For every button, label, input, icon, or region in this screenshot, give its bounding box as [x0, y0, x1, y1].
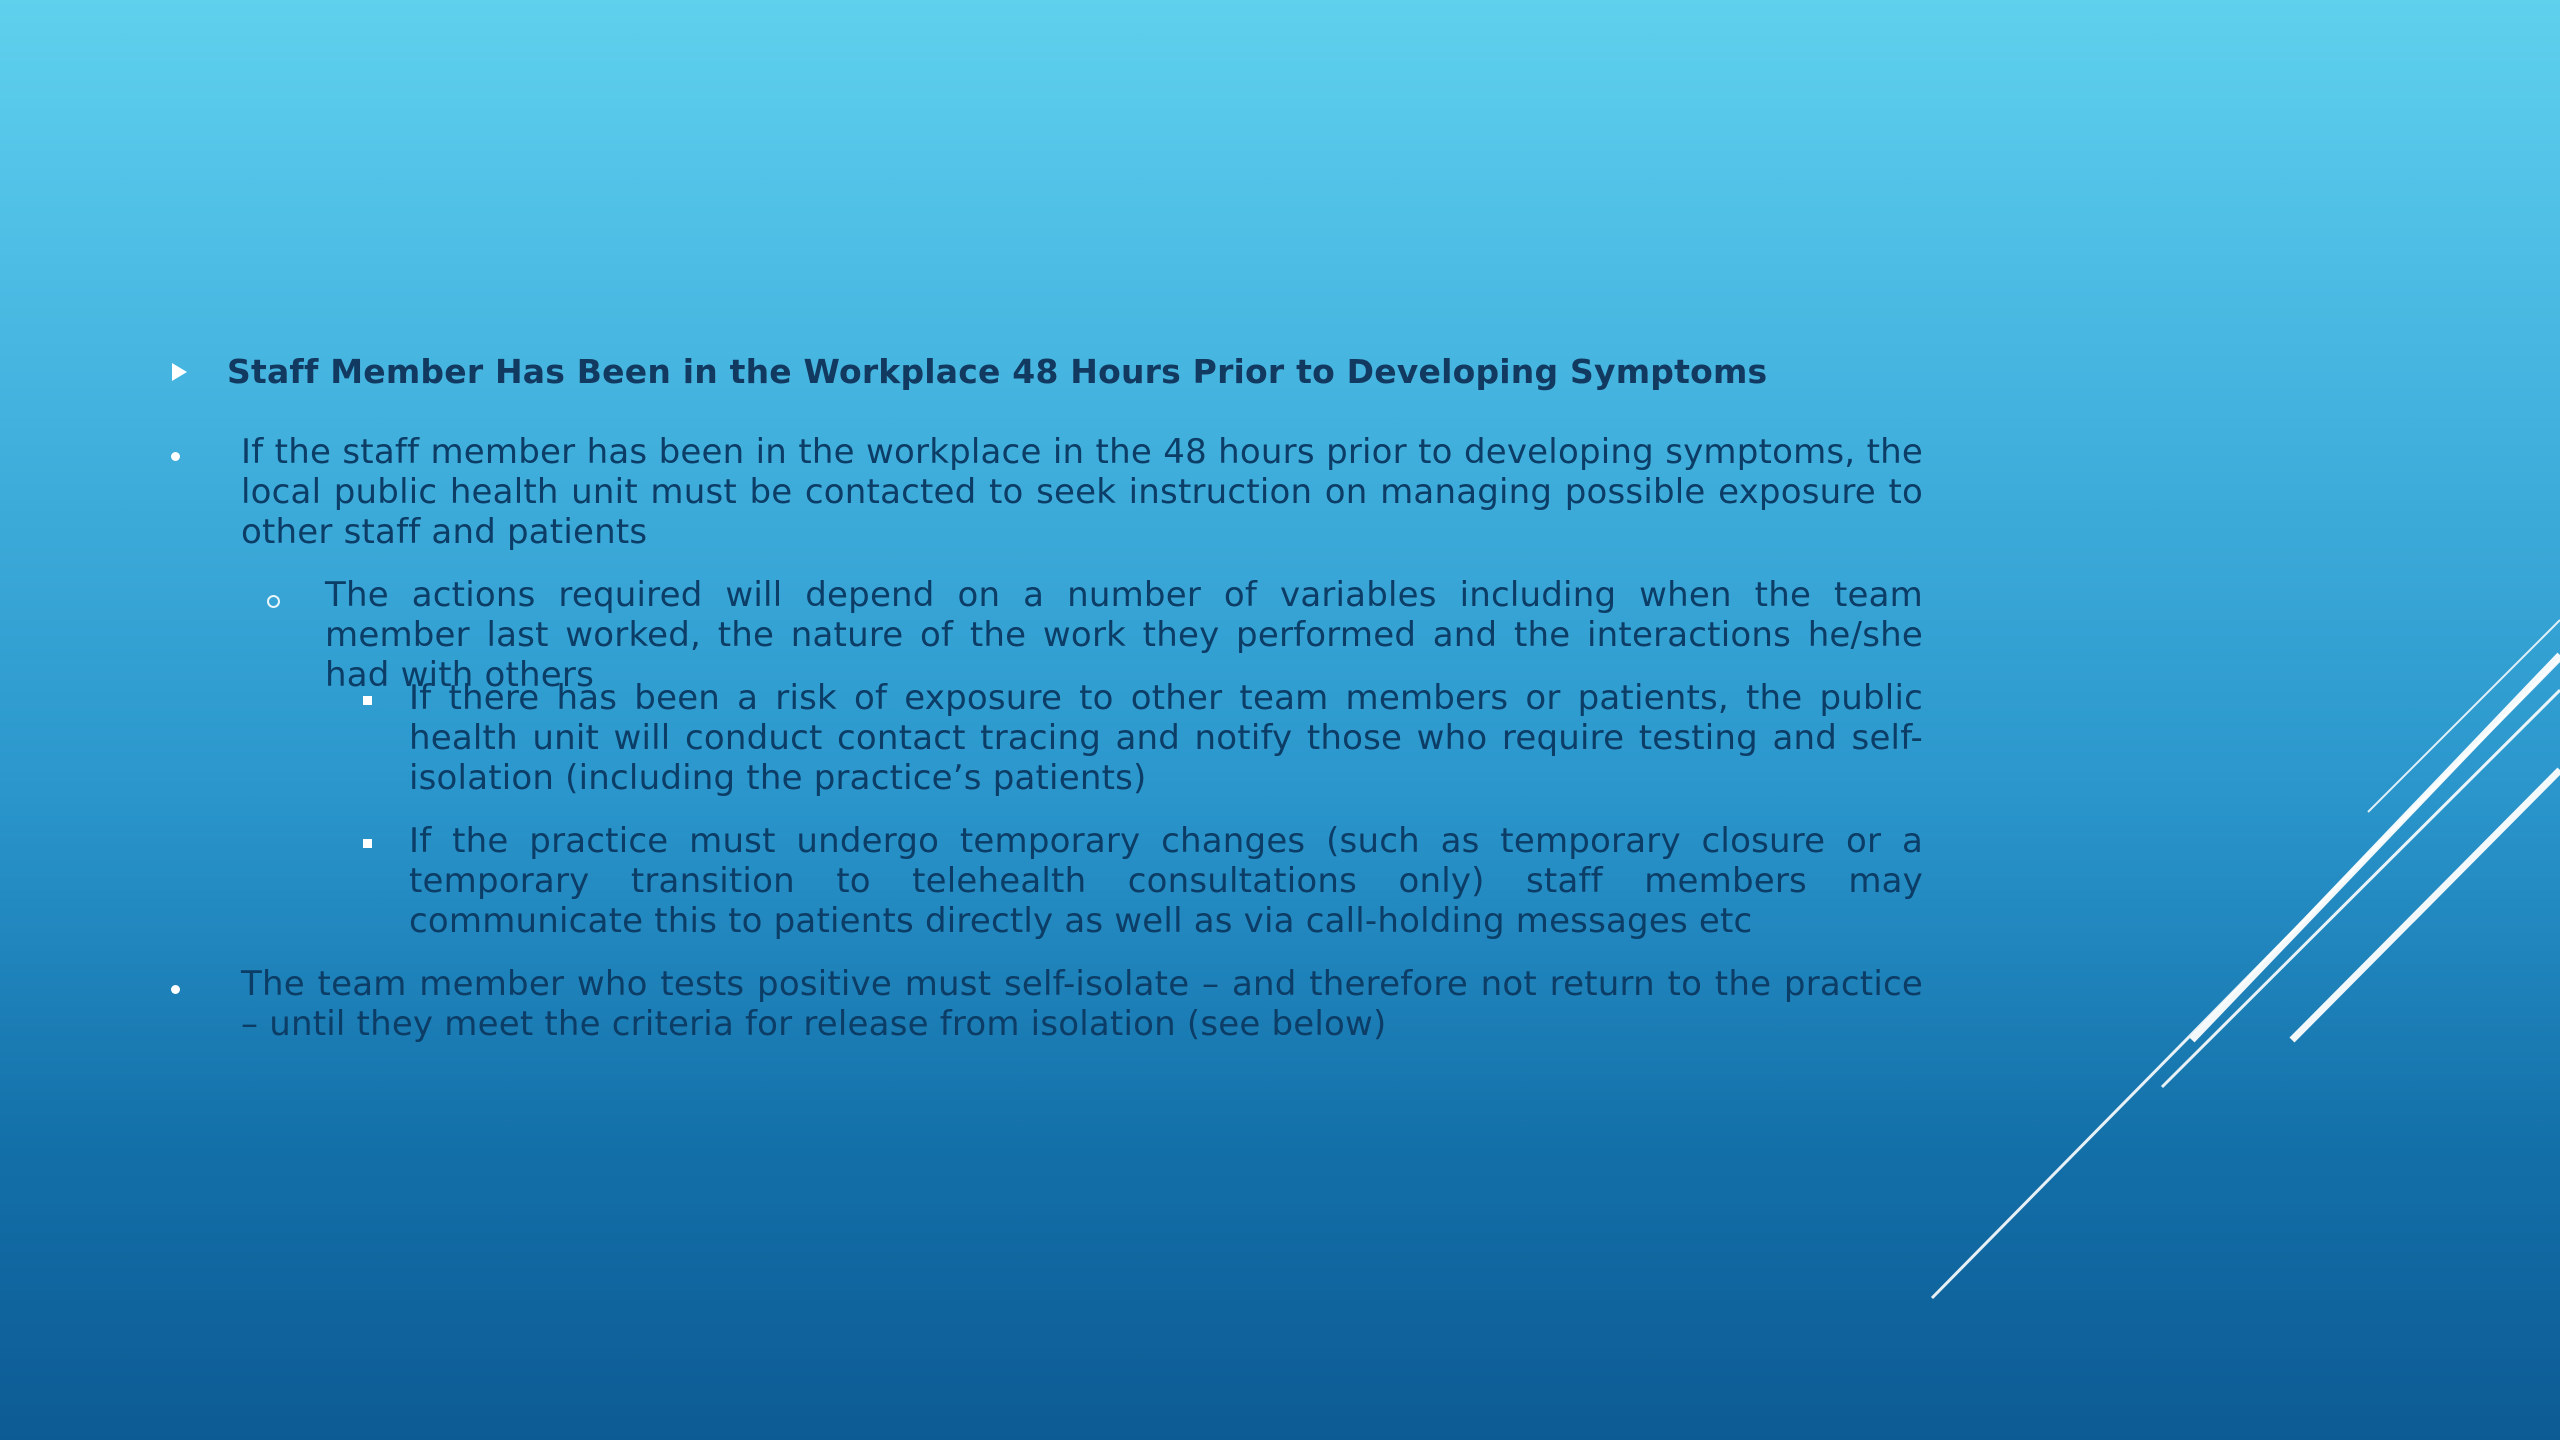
- slide-heading-row: [172, 352, 1922, 391]
- dot-bullet-icon: [171, 452, 180, 461]
- bullet-text-5: The team member who tests positive must self-isolate – and therefore not return to the practice – until they meet the criteria for release from isolation (see below): [241, 964, 1923, 1044]
- decor-line-2: [2192, 655, 2560, 1040]
- decor-line-5: [2368, 620, 2560, 812]
- square-bullet-icon: [363, 839, 372, 848]
- decor-line-3: [2162, 690, 2560, 1087]
- arrow-bullet-icon: [172, 363, 187, 381]
- circle-bullet-icon: [267, 595, 280, 608]
- bullet-text-1: If the staff member has been in the workplace in the 48 hours prior to developing symptoms, the local public health unit must be contacted to seek instruction on managing possible exposure to other staff and patients: [241, 432, 1923, 552]
- dot-bullet-icon: [171, 985, 180, 994]
- square-bullet-icon: [363, 696, 372, 705]
- bullet-text-2: The actions required will depend on a number of variables including when the team member last worked, the nature of the work they performed and the interactions he/she had with others: [325, 575, 1923, 695]
- decor-line-1: [1932, 660, 2560, 1298]
- bullet-text-4: If the practice must undergo temporary changes (such as temporary closure or a temporary transition to telehealth consultations only) staff members may communicate this to patients directly as well as via call-holding messages etc: [409, 821, 1923, 941]
- bullet-text-3: If there has been a risk of exposure to other team members or patients, the public health unit will conduct contact tracing and notify those who require testing and self-isolation (including the practice’s patients): [409, 678, 1923, 798]
- decor-line-4: [2292, 770, 2560, 1040]
- slide-heading: Staff Member Has Been in the Workplace 48 Hours Prior to Developing Symptoms: [227, 352, 1768, 391]
